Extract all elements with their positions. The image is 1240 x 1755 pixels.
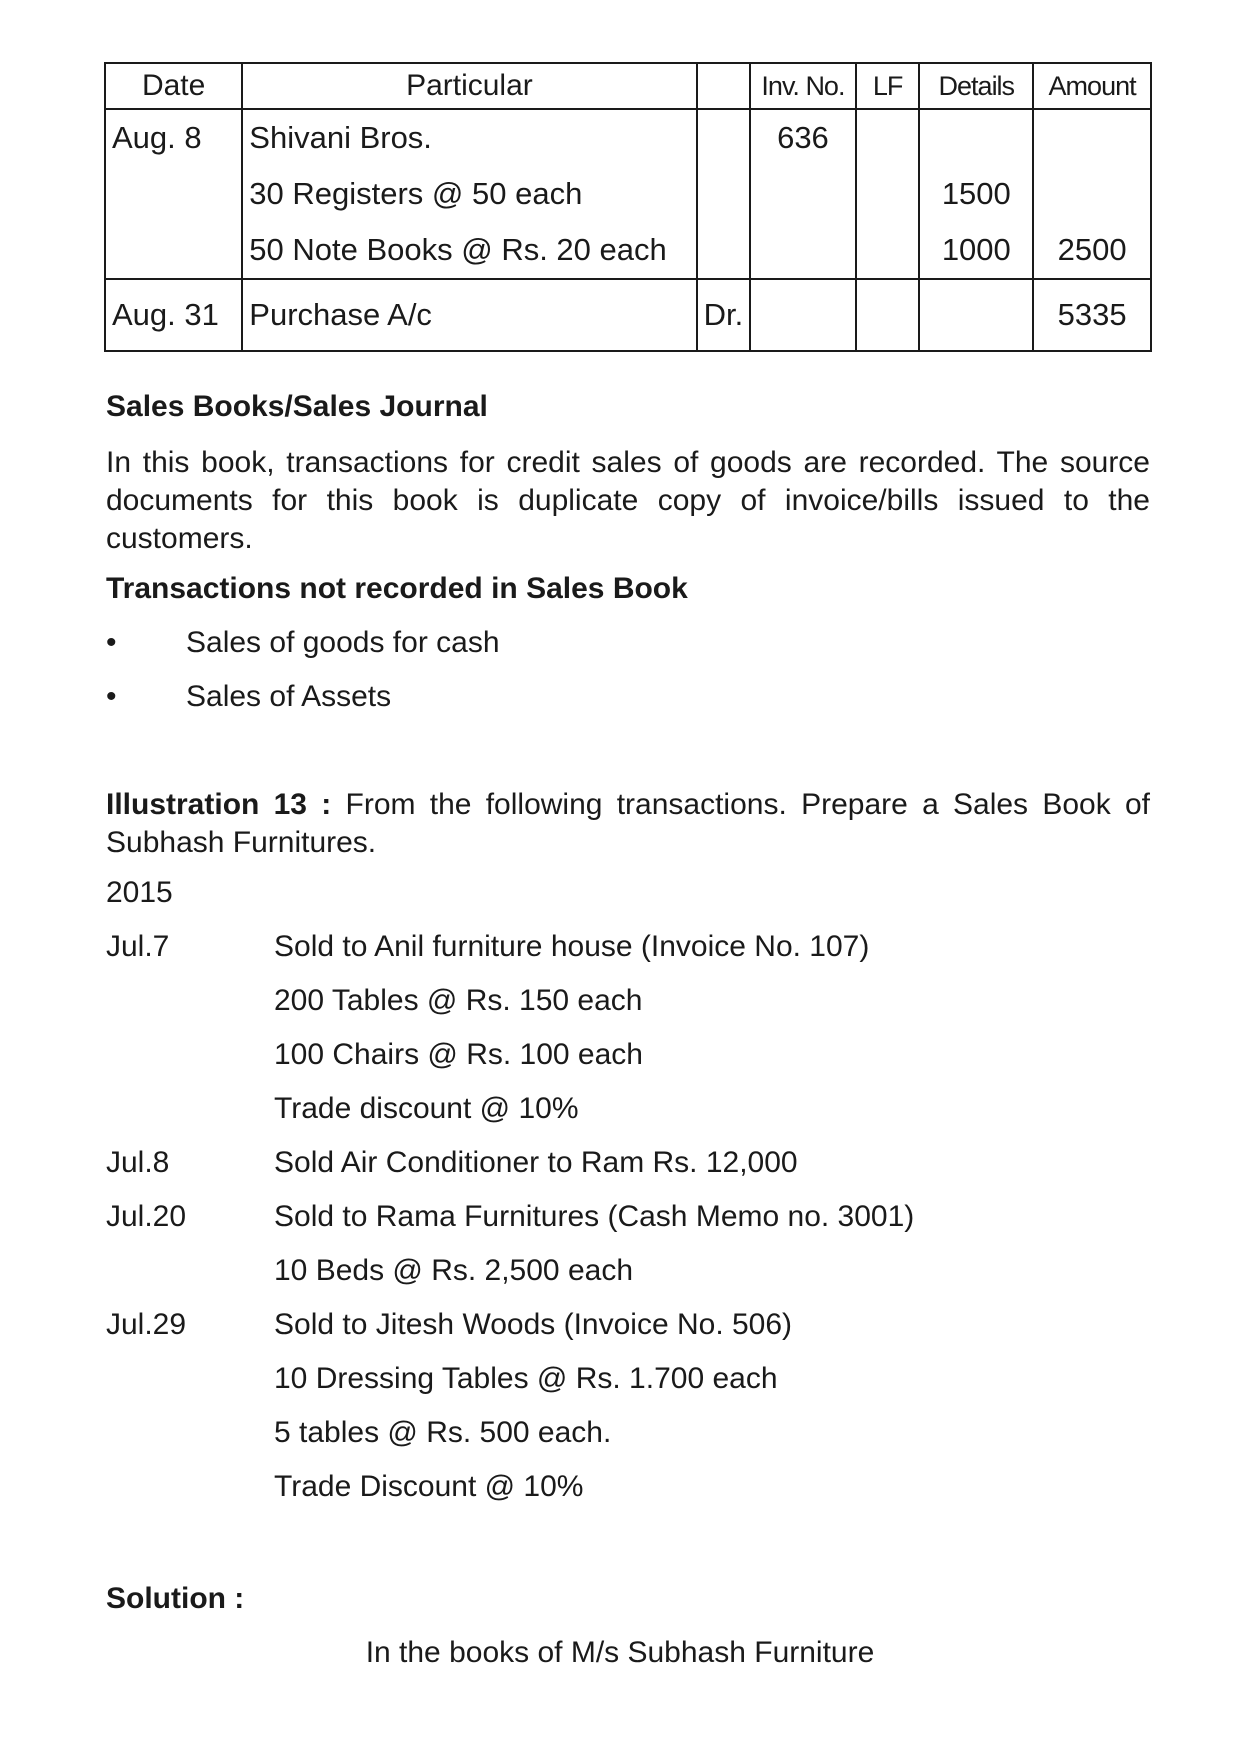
cell-particular: 50 Note Books @ Rs. 20 each [242, 222, 696, 279]
transaction-date: Jul.7 [106, 930, 170, 963]
transaction-line: 10 Beds @ Rs. 2,500 each [274, 1254, 634, 1287]
transaction-line: Sold to Rama Furnitures (Cash Memo no. 3001) [274, 1200, 915, 1233]
cell-dr [697, 222, 751, 279]
cell-inv: 636 [750, 109, 856, 166]
cell-details: 1000 [919, 222, 1033, 279]
table-row [105, 166, 1151, 222]
transaction-line: Sold Air Conditioner to Ram Rs. 12,000 [274, 1146, 798, 1179]
transaction-line: 200 Tables @ Rs. 150 each [274, 984, 643, 1017]
transaction-date: Jul.29 [106, 1308, 187, 1341]
header-inv-no: Inv. No. [750, 63, 856, 109]
cell-inv [750, 279, 856, 351]
illustration-label: Illustration 13 : [106, 788, 332, 821]
table-header-row [105, 63, 1151, 109]
bullet-symbol: • [106, 680, 117, 713]
transaction-line: 10 Dressing Tables @ Rs. 1.700 each [274, 1362, 778, 1395]
header-dr [697, 63, 751, 109]
cell-particular: Shivani Bros. [242, 109, 696, 166]
cell-amount [1033, 109, 1151, 166]
cell-particular: 30 Registers @ 50 each [242, 166, 696, 222]
cell-date [105, 166, 242, 222]
cell-amount [1033, 166, 1151, 222]
cell-inv [750, 222, 856, 279]
cell-details: 1500 [919, 166, 1033, 222]
cell-amount: 2500 [1033, 222, 1151, 279]
cell-date: Aug. 8 [105, 109, 242, 166]
transaction-line: 5 tables @ Rs. 500 each. [274, 1416, 612, 1449]
transaction-line: Sold to Anil furniture house (Invoice No. 107) [274, 930, 870, 963]
table-row [105, 279, 1151, 351]
solution-label: Solution : [106, 1582, 245, 1615]
not-recorded-heading: Transactions not recorded in Sales Book [106, 572, 688, 605]
cell-details [919, 109, 1033, 166]
cell-amount: 5335 [1033, 279, 1151, 351]
transaction-line: 100 Chairs @ Rs. 100 each [274, 1038, 643, 1071]
transaction-line: Trade Discount @ 10% [274, 1470, 584, 1503]
bullet-symbol: • [106, 626, 117, 659]
cell-lf [856, 222, 920, 279]
purchase-book-table [104, 62, 1152, 352]
cell-lf [856, 166, 920, 222]
cell-dr [697, 166, 751, 222]
transaction-date: Jul.20 [106, 1200, 187, 1233]
sales-book-paragraph: In this book, transactions for credit sales of goods are recorded. The source documents for this book is duplicate copy of invoice/bills issued to the customers. [106, 446, 1150, 555]
cell-dr: Dr. [697, 279, 751, 351]
transaction-date: Jul.8 [106, 1146, 170, 1179]
cell-lf [856, 109, 920, 166]
transaction-line: Sold to Jitesh Woods (Invoice No. 506) [274, 1308, 793, 1341]
table-row [105, 109, 1151, 166]
sales-book-heading: Sales Books/Sales Journal [106, 390, 488, 423]
cell-particular: Purchase A/c [242, 279, 696, 351]
cell-inv [750, 166, 856, 222]
cell-dr [697, 109, 751, 166]
cell-date [105, 222, 242, 279]
cell-details [919, 279, 1033, 351]
header-amount: Amount [1033, 63, 1151, 109]
transaction-line: Trade discount @ 10% [274, 1092, 579, 1125]
header-particular: Particular [242, 63, 696, 109]
list-item-text: Sales of goods for cash [186, 626, 500, 659]
header-date: Date [105, 63, 242, 109]
cell-lf [856, 279, 920, 351]
illustration-year: 2015 [106, 876, 173, 909]
list-item-text: Sales of Assets [186, 680, 392, 713]
cell-date: Aug. 31 [105, 279, 242, 351]
table-row [105, 222, 1151, 279]
illustration-text: From the following transactions. Prepare a Sales Book of Subhash Furnitures. [106, 788, 1150, 859]
books-of-title: In the books of M/s Subhash Furniture [365, 1636, 875, 1669]
header-details: Details [919, 63, 1033, 109]
illustration-paragraph [106, 786, 1150, 862]
header-lf: LF [856, 63, 920, 109]
